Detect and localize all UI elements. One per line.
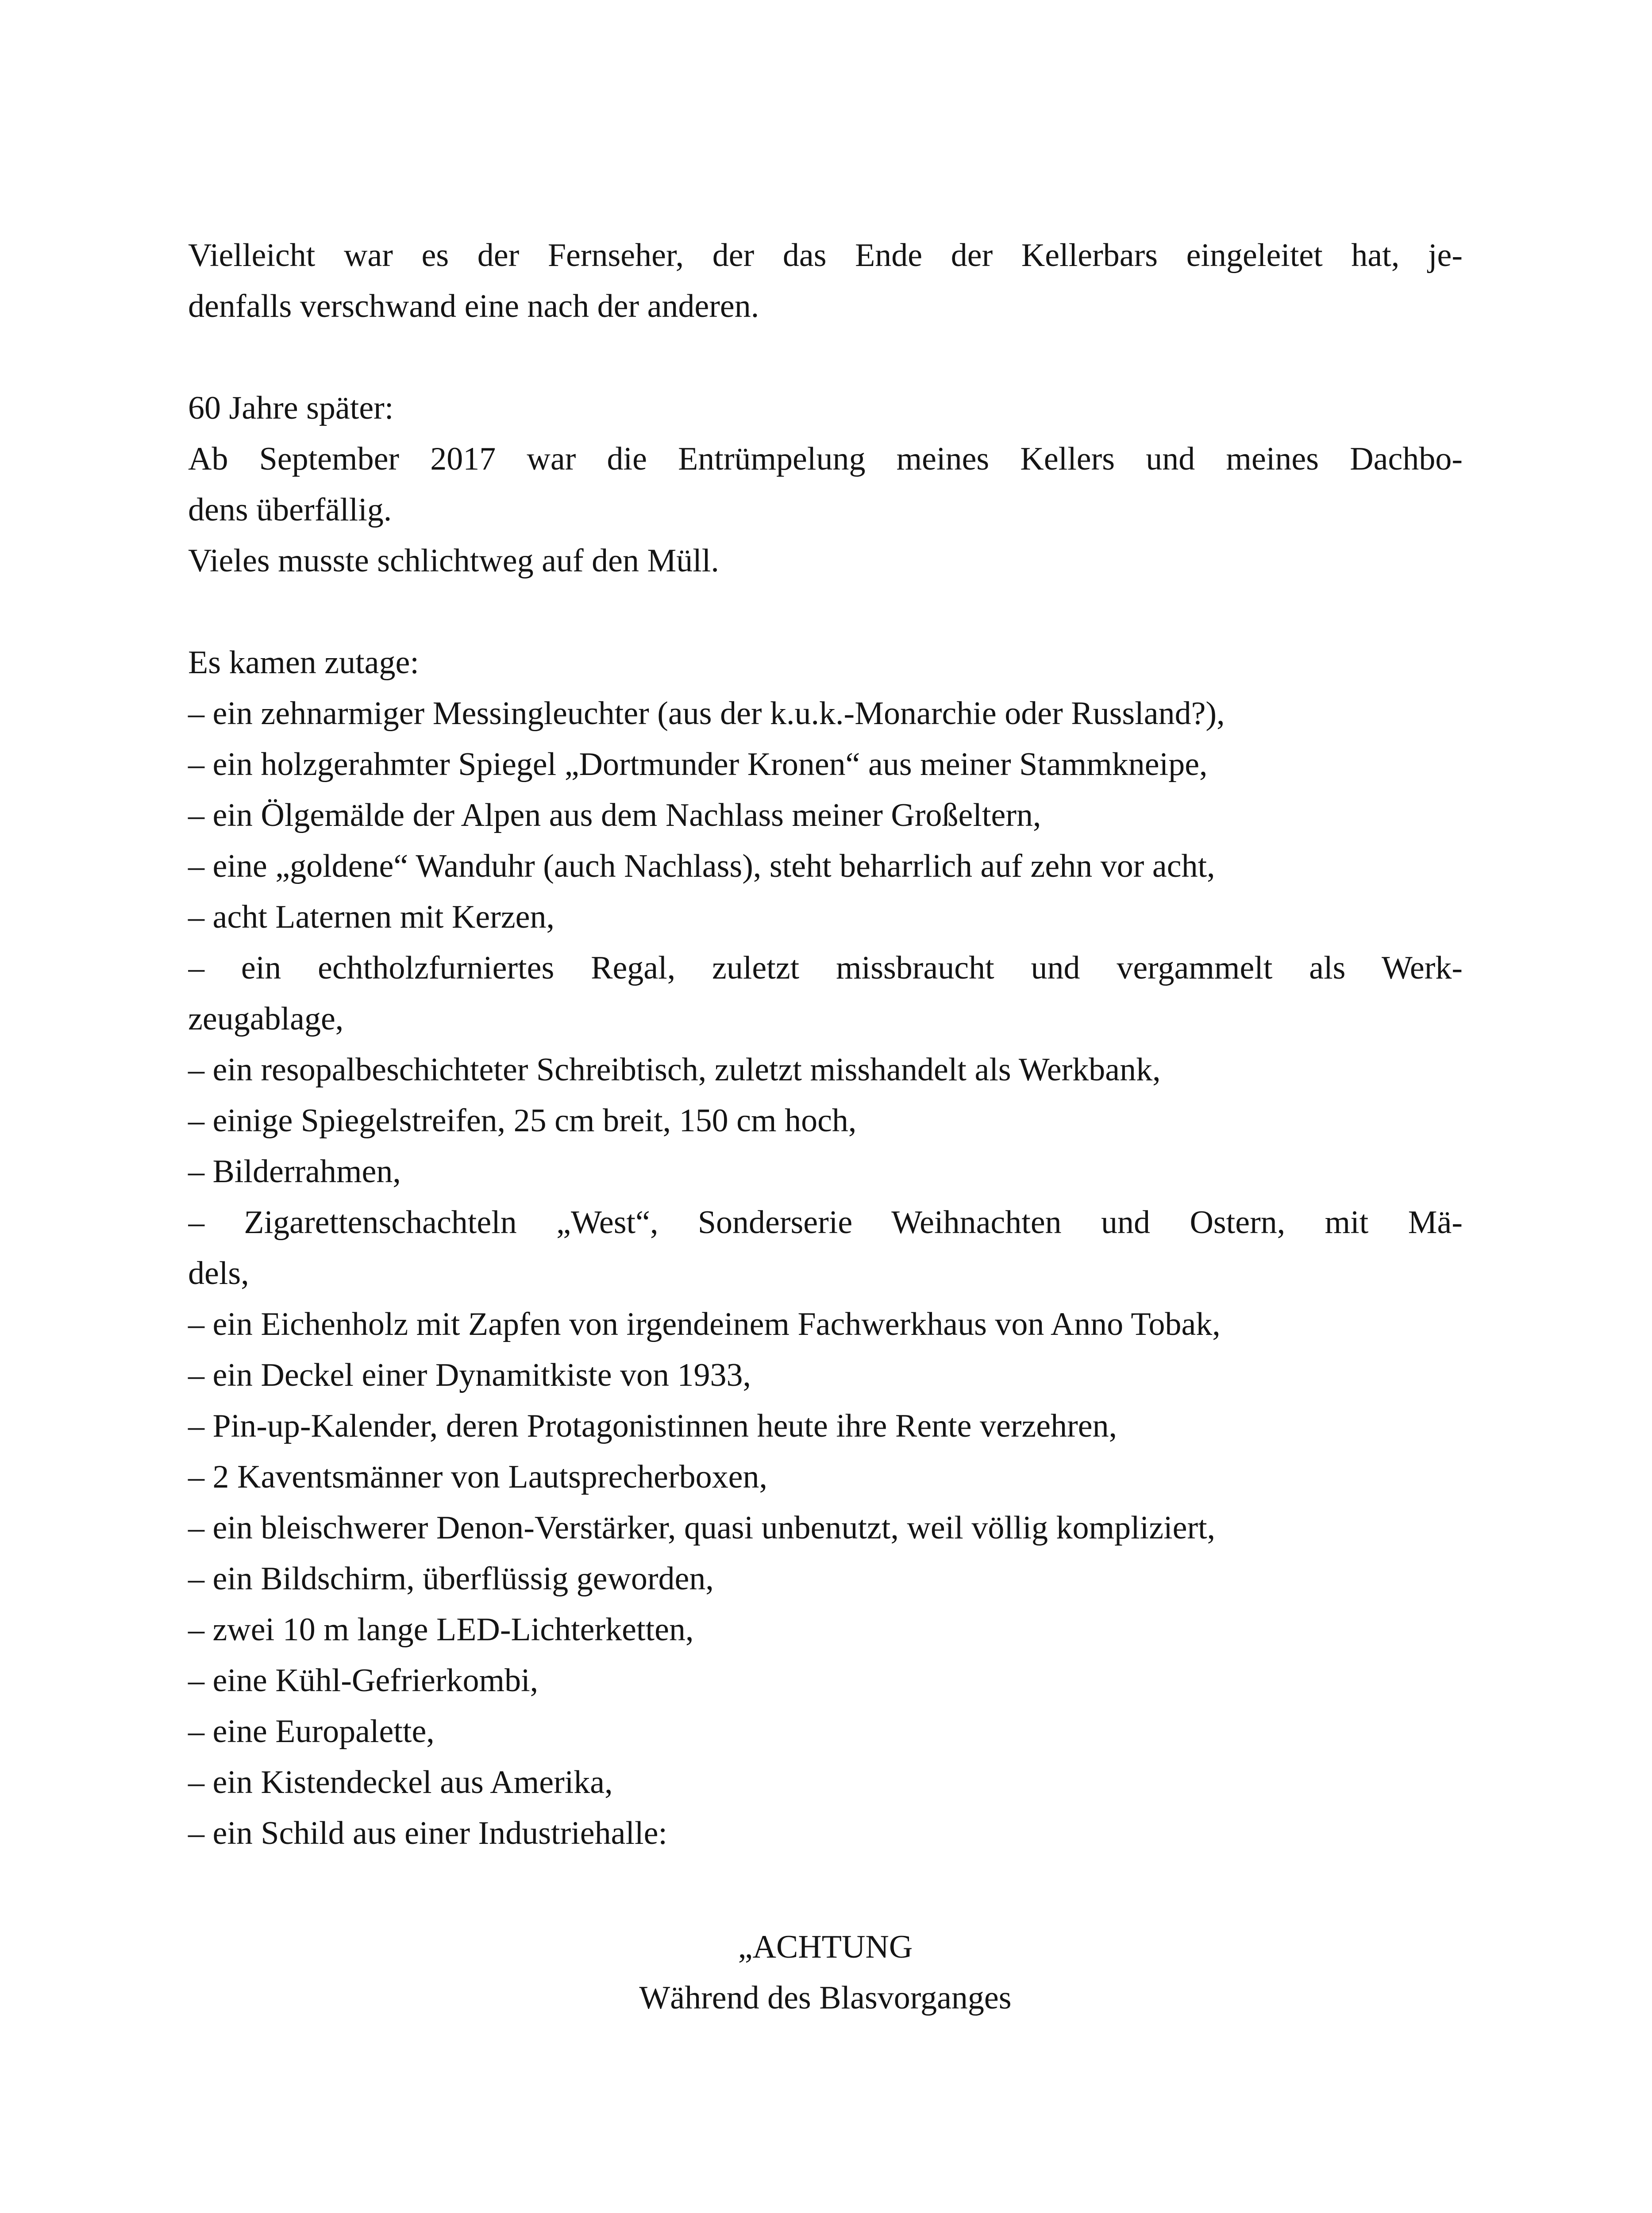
- text-line: dens überfällig.: [188, 492, 392, 528]
- list-item: dels,: [188, 1255, 249, 1292]
- list-item: – ein echtholzfurniertes Regal, zuletzt missbraucht und vergammelt als Werk-: [188, 950, 1463, 986]
- list-item: – ein Kistendeckel aus Amerika,: [188, 1764, 613, 1800]
- sign-subheading: Während des Blasvorganges: [639, 1980, 1012, 2016]
- text-line: denfalls verschwand eine nach der anderen.: [188, 288, 759, 324]
- list-item: – einige Spiegelstreifen, 25 cm breit, 150 cm hoch,: [188, 1103, 857, 1139]
- list-item: zeugablage,: [188, 1001, 344, 1037]
- list-item: – eine Europalette,: [188, 1713, 435, 1750]
- list-item: – ein Schild aus einer Industriehalle:: [188, 1815, 667, 1851]
- text-line: 60 Jahre später:: [188, 390, 394, 426]
- list-item: – ein holzgerahmter Spiegel „Dortmunder Kronen“ aus meiner Stammkneipe,: [188, 746, 1208, 783]
- list-item: – ein bleischwerer Denon-Verstärker, quasi unbenutzt, weil völlig kompliziert,: [188, 1510, 1216, 1546]
- list-item: – Zigarettenschachteln „West“, Sonderserie Weihnachten und Ostern, mit Mä-: [188, 1204, 1463, 1241]
- later-paragraph: [188, 383, 1463, 586]
- list-item: – ein Ölgemälde der Alpen aus dem Nachlass meiner Großeltern,: [188, 797, 1041, 833]
- list-item: – eine „goldene“ Wanduhr (auch Nachlass), steht beharrlich auf zehn vor acht,: [188, 848, 1215, 884]
- intro-paragraph: [188, 230, 1463, 332]
- list-item: – Bilderrahmen,: [188, 1153, 401, 1190]
- list-item: – zwei 10 m lange LED-Lichterketten,: [188, 1612, 694, 1648]
- list-item: – acht Laternen mit Kerzen,: [188, 899, 555, 935]
- list-item: – ein zehnarmiger Messingleuchter (aus der k.u.k.-Monarchie oder Russland?),: [188, 695, 1225, 732]
- list-intro: Es kamen zutage:: [188, 644, 419, 681]
- sign-text: [188, 1922, 1463, 2024]
- list-item: – 2 Kaventsmänner von Lautsprecherboxen,: [188, 1459, 767, 1495]
- text-line: Ab September 2017 war die Entrümpelung meines Kellers und meines Dachbo-: [188, 441, 1463, 477]
- list-item: – ein Bildschirm, überflüssig geworden,: [188, 1561, 714, 1597]
- item-list: [188, 637, 1463, 1859]
- list-item: – ein resopalbeschichteter Schreibtisch, zuletzt misshandelt als Werkbank,: [188, 1052, 1161, 1088]
- list-item: – ein Deckel einer Dynamitkiste von 1933,: [188, 1357, 751, 1393]
- list-item: – Pin-up-Kalender, deren Protagonistinnen heute ihre Rente verzehren,: [188, 1408, 1117, 1444]
- text-line: Vielleicht war es der Fernseher, der das Ende der Kellerbars eingeleitet hat, je-: [188, 237, 1463, 274]
- text-line: Vieles musste schlichtweg auf den Müll.: [188, 543, 719, 579]
- sign-heading: „ACHTUNG: [738, 1929, 913, 1965]
- list-item: – eine Kühl-Gefrierkombi,: [188, 1662, 539, 1699]
- list-item: – ein Eichenholz mit Zapfen von irgendeinem Fachwerkhaus von Anno Tobak,: [188, 1306, 1221, 1342]
